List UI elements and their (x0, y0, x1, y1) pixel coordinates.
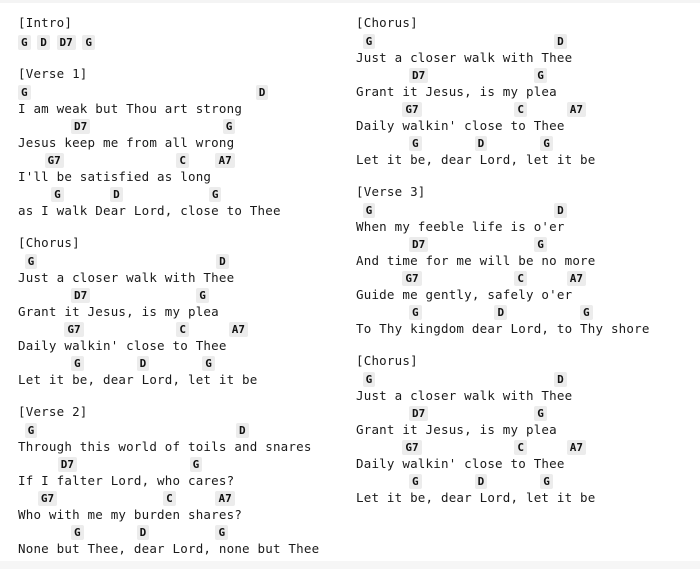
chord-badge: G (202, 356, 215, 371)
chord-badge: D7 (58, 457, 77, 472)
section-header: [Verse 2] (18, 404, 88, 419)
chord-badge: D (554, 203, 567, 218)
chord-badge: G (540, 474, 553, 489)
lyric-block (18, 187, 330, 220)
song-section (356, 183, 668, 338)
lyric-line: When my feeble life is o'er (356, 219, 565, 234)
chord-badge: A7 (567, 102, 586, 117)
lyric-block (18, 356, 330, 389)
lyric-block (356, 34, 668, 67)
chord-badge: G (534, 68, 547, 83)
chord-badge: G (409, 136, 422, 151)
lyric-block (18, 153, 330, 186)
chord-badge: D (137, 356, 150, 371)
lyric-line: To Thy kingdom dear Lord, to Thy shore (356, 321, 650, 336)
lyric-block (18, 457, 330, 490)
section-header: [Verse 3] (356, 184, 426, 199)
section-header: [Chorus] (356, 15, 418, 30)
lyric-line: Daily walkin' close to Thee (356, 456, 565, 471)
top-divider (0, 0, 700, 3)
lyric-line: Jesus keep me from all wrong (18, 135, 235, 150)
chord-badge: D (554, 372, 567, 387)
chord-badge: G (25, 254, 38, 269)
column-right (356, 14, 668, 559)
chord-badge: D (110, 187, 123, 202)
chord-badge: D (475, 136, 488, 151)
chord-badge: G (51, 187, 64, 202)
song-section (18, 65, 330, 220)
chord-line (356, 406, 668, 421)
chord-badge: G7 (38, 491, 57, 506)
lyric-block (18, 423, 330, 456)
chord-badge: D (256, 85, 269, 100)
chord-line (18, 254, 330, 269)
lyric-line: Let it be, dear Lord, let it be (356, 490, 596, 505)
chord-badge: G7 (64, 322, 83, 337)
chord-badge: G (409, 474, 422, 489)
chord-badge: G (534, 237, 547, 252)
chord-badge: G (223, 119, 236, 134)
lyric-block (18, 322, 330, 355)
chord-badge: G7 (45, 153, 64, 168)
chord-badge: G (363, 372, 376, 387)
lyric-line: Just a closer walk with Thee (356, 388, 573, 403)
chord-badge: G (18, 35, 31, 50)
chord-badge: G (82, 35, 95, 50)
chord-line (18, 153, 330, 168)
lyric-block (18, 85, 330, 118)
chord-line (18, 457, 330, 472)
chord-badge: D (494, 305, 507, 320)
chord-line (18, 119, 330, 134)
section-header: [Chorus] (356, 353, 418, 368)
lyric-line: Grant it Jesus, is my plea (356, 422, 557, 437)
lyric-line: Grant it Jesus, is my plea (356, 84, 557, 99)
lyric-line: Guide me gently, safely o'er (356, 287, 573, 302)
lyric-block (356, 203, 668, 236)
lyric-block (18, 491, 330, 524)
chord-badge: D (216, 254, 229, 269)
lyric-block (356, 372, 668, 405)
lyric-line: Let it be, dear Lord, let it be (356, 152, 596, 167)
chord-line (356, 136, 668, 151)
chord-badge: G (215, 525, 228, 540)
lyric-line: Let it be, dear Lord, let it be (18, 372, 258, 387)
chord-line (356, 102, 668, 117)
chord-line (356, 203, 668, 218)
chord-badge: C (176, 322, 189, 337)
chord-badge: G (363, 203, 376, 218)
chord-line (356, 440, 668, 455)
lyric-block (18, 119, 330, 152)
chord-badge: G (196, 288, 209, 303)
chord-badge: G (540, 136, 553, 151)
song-section (18, 234, 330, 389)
lyric-block (356, 305, 668, 338)
chord-line (18, 491, 330, 506)
chord-badge: A7 (567, 271, 586, 286)
chord-badge: G (18, 85, 31, 100)
lyric-line: Just a closer walk with Thee (356, 50, 573, 65)
chord-badge: D7 (409, 237, 428, 252)
chord-line (356, 474, 668, 489)
chord-badge: G (409, 305, 422, 320)
chord-badge: C (514, 440, 527, 455)
song-section (18, 14, 330, 51)
lyric-block (356, 474, 668, 507)
chord-badge: G (534, 406, 547, 421)
lyric-line: Grant it Jesus, is my plea (18, 304, 219, 319)
chord-badge: A7 (215, 491, 234, 506)
lyric-line: Daily walkin' close to Thee (356, 118, 565, 133)
chord-line (356, 305, 668, 320)
chord-badge: C (163, 491, 176, 506)
chord-line (18, 322, 330, 337)
chord-line (18, 423, 330, 438)
lyric-line: I'll be satisfied as long (18, 169, 212, 184)
section-header: [Chorus] (18, 235, 80, 250)
chord-line (356, 237, 668, 252)
lyric-block (356, 237, 668, 270)
chord-line (18, 288, 330, 303)
chord-badge: A7 (215, 153, 234, 168)
chord-badge: D (137, 525, 150, 540)
chord-badge: D (554, 34, 567, 49)
chord-badge: D7 (409, 68, 428, 83)
lyric-block (356, 68, 668, 101)
lyric-line: Through this world of toils and snares (18, 439, 312, 454)
chord-line (18, 356, 330, 371)
song-section (356, 352, 668, 507)
column-left (18, 14, 330, 559)
chord-badge: G (71, 525, 84, 540)
chord-line (356, 271, 668, 286)
lyric-block (356, 440, 668, 473)
chord-badge: D7 (71, 288, 90, 303)
chord-badge: D7 (57, 35, 76, 50)
lyric-block (356, 136, 668, 169)
lyric-line: I am weak but Thou art strong (18, 101, 243, 116)
chord-badge: A7 (229, 322, 248, 337)
chord-badge: D (37, 35, 50, 50)
lyric-line: None but Thee, dear Lord, none but Thee (18, 541, 320, 556)
chord-line (18, 187, 330, 202)
chord-badge: G (25, 423, 38, 438)
intro-chord-row (18, 34, 330, 51)
chord-badge: G (71, 356, 84, 371)
lyric-block (356, 102, 668, 135)
lyric-block (18, 525, 330, 558)
lyric-line: Just a closer walk with Thee (18, 270, 235, 285)
lyric-block (356, 271, 668, 304)
lyric-block (356, 406, 668, 439)
lyric-block (18, 254, 330, 287)
chord-badge: C (514, 102, 527, 117)
lyric-line: Daily walkin' close to Thee (18, 338, 227, 353)
lyric-line: Who with me my burden shares? (18, 507, 243, 522)
chord-badge: G7 (402, 440, 421, 455)
lyric-block (18, 288, 330, 321)
lyric-line: And time for me will be no more (356, 253, 596, 268)
chord-line (356, 34, 668, 49)
song-section (356, 14, 668, 169)
chord-badge: G7 (402, 102, 421, 117)
chord-badge: C (176, 153, 189, 168)
chord-badge: G (580, 305, 593, 320)
chord-line (356, 372, 668, 387)
chord-line (356, 68, 668, 83)
chord-badge: A7 (567, 440, 586, 455)
chord-badge: D (236, 423, 249, 438)
chord-badge: G (209, 187, 222, 202)
song-section (18, 403, 330, 558)
chord-badge: G (363, 34, 376, 49)
lyric-line: as I walk Dear Lord, close to Thee (18, 203, 281, 218)
section-header: [Verse 1] (18, 66, 88, 81)
chord-badge: D7 (71, 119, 90, 134)
chord-line (18, 85, 330, 100)
chord-badge: G7 (402, 271, 421, 286)
section-header: [Intro] (18, 15, 73, 30)
chord-badge: D7 (409, 406, 428, 421)
bottom-divider (0, 561, 700, 569)
chord-badge: G (190, 457, 203, 472)
chord-badge: C (514, 271, 527, 286)
lyric-line: If I falter Lord, who cares? (18, 473, 235, 488)
chord-badge: D (475, 474, 488, 489)
chord-line (18, 525, 330, 540)
